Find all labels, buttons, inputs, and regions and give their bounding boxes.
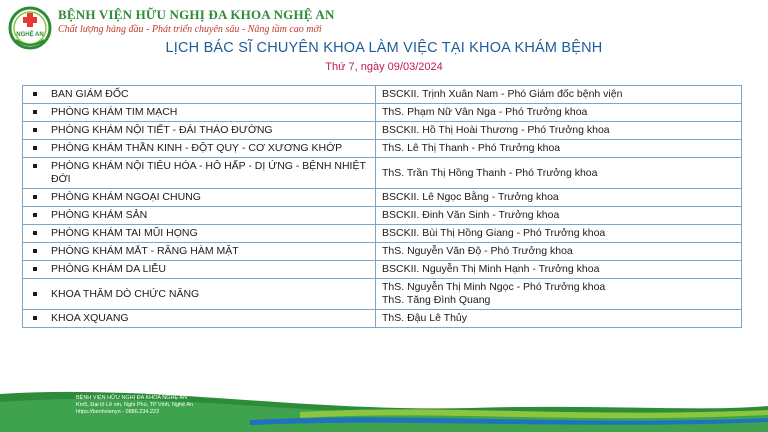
doctor-name: BSCKII. Nguyễn Thị Minh Hạnh - Trưởng khoa — [382, 263, 600, 275]
doctor-name: ThS. Lê Thị Thanh - Phó Trưởng khoa — [382, 142, 561, 154]
department-cell — [23, 122, 376, 140]
table-row — [23, 207, 742, 225]
doctor-cell — [376, 310, 742, 328]
page-date: Thứ 7, ngày 09/03/2024 — [325, 61, 443, 73]
department-name: PHÒNG KHÁM THẦN KINH - ĐỘT QUỴ - CƠ XƯƠNG KHỚP — [51, 142, 343, 154]
doctor-name: ThS. Tăng Đình Quang — [382, 294, 491, 306]
department-name: KHOA THĂM DÒ CHỨC NĂNG — [51, 287, 200, 300]
department-cell — [23, 261, 376, 279]
doctor-cell — [376, 207, 742, 225]
doctor-name: BSCKII. Đinh Văn Sinh - Trưởng khoa — [382, 209, 560, 221]
bullet-icon — [33, 92, 37, 96]
table-row — [23, 140, 742, 158]
bullet-icon — [33, 164, 37, 168]
doctor-name: ThS. Trần Thị Hồng Thanh - Phó Trưởng khoa — [382, 166, 598, 179]
department-cell — [23, 140, 376, 158]
doctor-cell — [376, 243, 742, 261]
doctor-name: BSCKII. Lê Ngọc Bằng - Trưởng khoa — [382, 191, 559, 203]
doctor-cell — [376, 279, 742, 310]
department-cell — [23, 86, 376, 104]
department-cell — [23, 158, 376, 189]
department-name: PHÒNG KHÁM MẮT - RĂNG HÀM MẶT — [51, 245, 239, 257]
department-cell — [23, 189, 376, 207]
table-row — [23, 104, 742, 122]
department-name: KHOA XQUANG — [51, 312, 129, 324]
department-cell — [23, 225, 376, 243]
slogan: Chất lượng hàng đầu - Phát triển chuyên sâu - Nâng tầm cao mới — [58, 24, 322, 35]
table-row — [23, 158, 742, 189]
department-name: PHÒNG KHÁM TIM MẠCH — [51, 106, 178, 118]
table-row — [23, 86, 742, 104]
bullet-icon — [33, 267, 37, 271]
doctor-cell — [376, 225, 742, 243]
logo-text: NGHỆ AN — [16, 32, 44, 38]
doctor-name: ThS. Đậu Lê Thủy — [382, 312, 468, 324]
table-row — [23, 310, 742, 328]
doctor-name: BSCKII. Bùi Thị Hồng Giang - Phó Trưởng khoa — [382, 227, 606, 239]
department-name: BAN GIÁM ĐỐC — [51, 88, 129, 100]
table-row — [23, 279, 742, 310]
bullet-icon — [33, 128, 37, 132]
doctor-name: BSCKII. Trịnh Xuân Nam - Phó Giám đốc bệnh viện — [382, 88, 623, 100]
hospital-name: BỆNH VIỆN HỮU NGHỊ ĐA KHOA NGHỆ AN — [58, 7, 335, 22]
doctor-name: ThS. Nguyễn Văn Độ - Phó Trưởng khoa — [382, 245, 573, 257]
footer-info — [76, 395, 193, 416]
doctor-name: ThS. Nguyễn Thị Minh Ngọc - Phó Trưởng khoa — [382, 281, 606, 293]
department-name: PHÒNG KHÁM TAI MŨI HỌNG — [51, 227, 198, 239]
department-name: PHÒNG KHÁM DA LIỄU — [51, 263, 166, 275]
table-row — [23, 243, 742, 261]
department-cell — [23, 243, 376, 261]
department-cell — [23, 310, 376, 328]
footer-name: BỆNH VIỆN HỮU NGHỊ ĐA KHOA NGHỆ AN — [76, 395, 188, 401]
doctor-cell — [376, 189, 742, 207]
department-cell — [23, 104, 376, 122]
department-name: PHÒNG KHÁM NGOẠI CHUNG — [51, 191, 201, 203]
bullet-icon — [33, 195, 37, 199]
schedule-table — [22, 85, 742, 328]
department-name: PHÒNG KHÁM SẢN — [51, 209, 148, 221]
bullet-icon — [33, 316, 37, 320]
department-name: PHÒNG KHÁM NỘI TIÊU HÓA - HÔ HẤP - DỊ ỨNG - BỆNH NHIỆT ĐỚI — [51, 160, 366, 185]
department-name: PHÒNG KHÁM NỘI TIẾT - ĐÁI THÁO ĐƯỜNG — [51, 124, 273, 136]
doctor-name: BSCKII. Hồ Thị Hoài Thương - Phó Trưởng khoa — [382, 124, 610, 136]
bullet-icon — [33, 213, 37, 217]
bullet-icon — [33, 292, 37, 296]
doctor-cell — [376, 140, 742, 158]
doctor-cell — [376, 122, 742, 140]
table-row — [23, 189, 742, 207]
footer-address: Km5, Đại lộ Lê nin, Nghi Phú, TP Vinh, Nghệ An — [76, 402, 194, 408]
department-cell — [23, 207, 376, 225]
doctor-cell — [376, 104, 742, 122]
department-cell — [23, 279, 376, 310]
bullet-icon — [33, 231, 37, 235]
doctor-name: ThS. Phạm Nữ Vân Nga - Phó Trưởng khoa — [382, 106, 588, 118]
bullet-icon — [33, 110, 37, 114]
page-title: LỊCH BÁC SĨ CHUYÊN KHOA LÀM VIỆC TẠI KHOA KHÁM BỆNH — [165, 40, 603, 56]
table-row — [23, 122, 742, 140]
doctor-cell — [376, 86, 742, 104]
bullet-icon — [33, 249, 37, 253]
doctor-cell — [376, 158, 742, 189]
doctor-cell — [376, 261, 742, 279]
footer-contact: https://benhvienyn - 0886.234.222 — [76, 409, 160, 415]
table-row — [23, 225, 742, 243]
bullet-icon — [33, 146, 37, 150]
table-row — [23, 261, 742, 279]
